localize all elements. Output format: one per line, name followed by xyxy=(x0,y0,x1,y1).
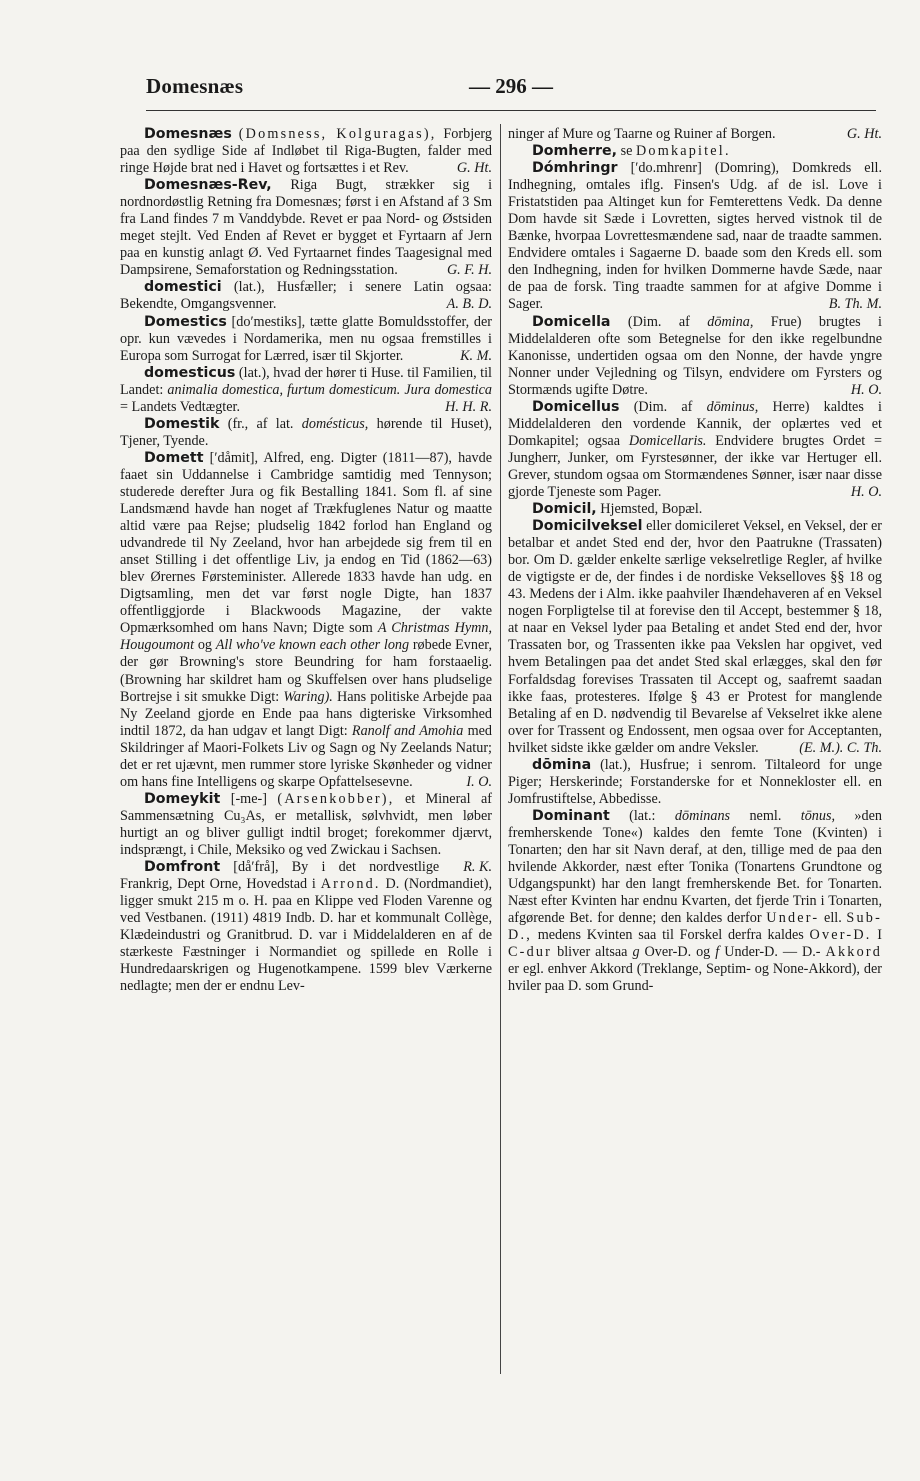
entry-domesticus: domesticus (lat.), hvad der hører ti Huse. til Familien, til Landet: animalia domestica, furtum domesticum. Jura domestica = Landets Vedtægter. H. H. R. xyxy=(120,364,492,415)
headword: Domeykit xyxy=(144,790,221,807)
headword: Domestik xyxy=(144,415,220,432)
right-column xyxy=(508,126,882,995)
entry-dominant: Dominant (lat.: dōminans neml. tōnus, »den fremherskende Tone«) kaldes den femte Tone (Kvinten) i Tonarten; den har sit Navn deraf, at den, tillige med de paa den hvilende Akkorder, næst efter Tonika (Tonartens Grundtone og Udgangspunkt) har den langt fremherskende Bet. for Tonarten. Næst efter Kvinten har endnu Kvarten, det fjerde Trin i Tonarten, afgørende Bet. for denne; den kaldes derfor Under- ell. Sub-D., medens Kvinten saa til Forskel derfra kaldes Over-D. I C-dur bliver altsaa g Over-D. og f Under-D. — D.- Akkord er egl. enhver Akkord (Treklange, Septim- og None-Akkord), der hviler paa D. som Grund- xyxy=(508,807,883,995)
left-column xyxy=(120,126,492,995)
author-signature: G. Ht. xyxy=(456,160,492,177)
author-signature: H. H. R. xyxy=(445,398,492,415)
entry-domfront: Domfront [dåʹfrå], By i det nordvestlige Frankrig, Dept Orne, Hovedstad i Arrond. D. (Nordmandiet), ligger smukt 215 m o. H. paa en Klippe ved Floden Varenne og ved Vestbanen. (1911) 4819 Indb. D. har et kommunalt Collège, Klædeindustri og Granitbrud. D. var i Middelalderen en af de stærkeste Fæstninger i Normandiet og spillede en Rolle i Hundredaarskrigen og Hugenotkampene. 1599 blev Værkerne nedlagte; men der er endnu Lev- xyxy=(120,859,493,995)
entry-domfront-continued: ninger af Mure og Taarne og Ruiner af Borgen. G. Ht. xyxy=(508,126,882,142)
headword: Domicellus xyxy=(532,398,620,415)
author-signature: B. Th. M. xyxy=(828,296,882,313)
headword: Domicilveksel xyxy=(532,518,643,535)
running-head-word: Domesnæs xyxy=(146,74,244,98)
headword: Domicella xyxy=(532,313,611,330)
author-signature: A. B. D. xyxy=(446,296,492,313)
entry-domicilveksel: Domicilveksel eller domicileret Veksel, en Veksel, der er betalbar et andet Sted end der, hvor den Paatrukne (Trassaten) bor. Om D. gælder enkelte særlige vekselretlige Regler, af hvilke de vigtigste er de, der findes i de nordiske Vekselloves §§ 18 og 43. Medens der i Alm. ikke paahviler Ihændehaveren af en Veksel nogen Forpligtelse til at forevise den til Accept, bestemmer § 18, at naar en Veksel lyder paa Betaling et andet Sted end der, hvor Trassaten bor, og Trassenten ikke paa Vekslen har opgivet, ved hvem Betalingen paa det andet Sted skal erlægges, skal den før Forfaldsdag forevises Trassaten til Accept og, saafremt saadan ikke faas, protesteres. Ifølge § 43 er Protest for manglende Betaling af en D. nødvendig til Bevarelse af Vekselret ikke alene over for Trassent og Endossent, men ogsaa over for Acceptanten, hvilket sidste ikke gælder om andre Veksler. (E. M.). C. Th. xyxy=(508,518,883,756)
entry-domhringr: Dómhringr [ʹdo.mhrenr] (Domring), Domkreds ell. Indhegning, omtales iflg. Finsen's Udg. af de isl. Love i Fristatstiden paa Altinget kun for Femterettens Vedk. Da denne Dom havde sit Sæde i Lovretten, sigtes herved vistnok til de Bænke, hvorpaa Lovrettesmændene sad, naar de traadte sammen. Endvidere omtales i Sagaerne D. baade som den Kreds ell. som den Indhegning, inden for hvilken Dommerne havde Sæde, naar de paa de forsk. Ting traadte sammen for at afgive Domme i Sager. B. Th. M. xyxy=(508,160,882,313)
entry-domett: Domett [ʹdåmit], Alfred, eng. Digter (1811—87), havde faaet sin Uddannelse i Cambridge samtidig med Tennyson; studerede derefter Jura og fik Bestalling 1841. Som fl. af sine Landsmænd havde han noget af Trækfuglenes Natur og maatte altid være paa Rejse; pludselig 1842 forlod han England og udvandrede til Ny Zeeland, hvor han arbejdede sig frem til en anset Stilling i det offentlige Liv, ja endog en Tid (1862—63) blev Ørernes Førsteminister. Allerede 1833 havde han udg. en Digtsamling, men det var først nogle Digte, han 1837 offentliggjorde i Blackwoods Magazine, der vakte Opmærksomhed om hans Navn; Digte som A Christmas Hymn, Hougoumont og All who've known each other long røbede Evner, der gør Browning's store Beundring for ham forstaaelig. (Browning har skildret ham og Skuffelsen over hans pludselige Bortrejse i sit smukke Digt: Waring). Hans politiske Arbejde paa Ny Zeeland gjorde en Ende paa hans digteriske Virksomhed indtil 1872, da han udgav et langt Digt: Ranolf and Amohia med Skildringer af Maori-Folkets Liv og Sagn og Ny Zeelands Natur; det er ret ujævnt, men rummer store lyriske Skønheder og vidner om hans fine Intelligens og skarpe Opfattelsesevne. I. O. xyxy=(120,449,493,790)
headword: Domesnæs xyxy=(144,126,232,142)
header-rule xyxy=(146,110,876,111)
headword: Domfront xyxy=(144,859,221,876)
author-signature: I. O. xyxy=(466,773,492,790)
headword: Domesnæs-Rev, xyxy=(144,177,272,194)
entry-domina: dōmina (lat.), Husfrue; i senrom. Tiltaleord for unge Piger; Herskerinde; Forstanderske for et Nonnekloster ell. en Jomfrustiftelse, Abbedisse. xyxy=(508,756,882,807)
headword: domestici xyxy=(144,279,222,296)
headword: Domestics xyxy=(144,313,227,330)
author-signature: (E. M.). C. Th. xyxy=(799,739,882,756)
entry-domestik: Domestik (fr., af lat. domésticus, hørende til Huset), Tjener, Tyende. xyxy=(120,415,493,449)
entry-domeykit: Domeykit [-me-] (Arsenkobber), et Mineral af Sammensætning Cu₃As, er metallisk, sølvhvidt, men løber hurtigt an og bliver gulligt indtil broget; forekommer djærvt, indsprængt, i Chile, Meksiko og ved Zwickau i Sachsen. R. K. xyxy=(120,790,493,876)
headword: Domett xyxy=(144,449,204,466)
page-number: — 296 — xyxy=(469,74,553,98)
headword: Domherre, xyxy=(532,143,618,160)
author-signature: G. Ht. xyxy=(846,126,882,142)
author-signature: H. O. xyxy=(850,381,882,398)
entry-domicella: Domicella (Dim. af dōmina, Frue) brugtes i Middelalderen ofte som Betegnelse for den ikke regelbundne Kanonisse, undertiden ogsaa om den Nonne, der havde yngre Nonner under Vejledning og Tilsyn, endvidere om Fyrsters og Stormænds ugifte Døtre. H. O. xyxy=(508,313,883,398)
author-signature: H. O. xyxy=(850,483,882,500)
entry-domesnaes-rev: Domesnæs-Rev, Riga Bugt, strækker sig i nordnordøstlig Retning fra Domesnæs; først i en Afstand af 3 Sm fra Land findes 7 m Vanddybde. Revet er paa Nord- og Østsiden meget stejlt. Ved Enden af Revet er bygget et Fyrtaarn af Jern paa en kunstig anlagt Ø. Ved Fyrtaarnet findes Taagesignal med Dampsirene, Semaforstation og Redningsstation. G. F. H. xyxy=(120,177,493,279)
headword: Dominant xyxy=(532,807,610,824)
author-signature: K. M. xyxy=(460,347,492,364)
entry-domicil: Domicil, Hjemsted, Bopæl. xyxy=(532,501,703,518)
headword: Dómhringr xyxy=(532,160,618,177)
author-signature: G. F. H. xyxy=(446,262,492,279)
running-head xyxy=(146,72,876,108)
entry-domherre: Domherre, se Domkapitel. xyxy=(532,143,731,160)
entry-domesnaes: Domesnæs (Domsness, Kolguragas), Forbjerg paa den sydlige Side af Indløbet til Riga-Bugten, falder med ringe Højde brat ned i Havet og fortsættes i et Rev. G. Ht. xyxy=(120,126,492,177)
headword: Domicil, xyxy=(532,501,597,518)
entry-domestics: Domestics [doʹmestiks], tætte glatte Bomuldsstoffer, der opr. kun vævedes i Nordamerika, men nu ogsaa fremstilles i Europa som Surrogat for Lærred, især til Skjorter. K. M. xyxy=(120,313,492,364)
entry-domestici: domestici (lat.), Husfæller; i senere Latin ogsaa: Bekendte, Omgangsvenner. A. B. D. xyxy=(120,279,493,313)
headword: dōmina xyxy=(532,756,592,773)
headword: domesticus xyxy=(144,364,236,381)
column-divider xyxy=(500,124,501,1374)
entry-domicellus: Domicellus (Dim. af dōminus, Herre) kaldtes i Middelalderen den vordende Kannik, der oplærtes ved et Domkapitel; ogsaa Domicellaris. Endvidere brugtes Ordet = Jungherr, Junker, om Fyrstesønner, der ikke var Hertuger ell. Grever, stundom ogsaa om Stormændenes Sønner, især naar disse gjorde Tjeneste som Pager. H. O. xyxy=(508,398,883,500)
cross-reference: Domkapitel. xyxy=(635,143,731,160)
author-signature: R. K. xyxy=(463,859,492,876)
